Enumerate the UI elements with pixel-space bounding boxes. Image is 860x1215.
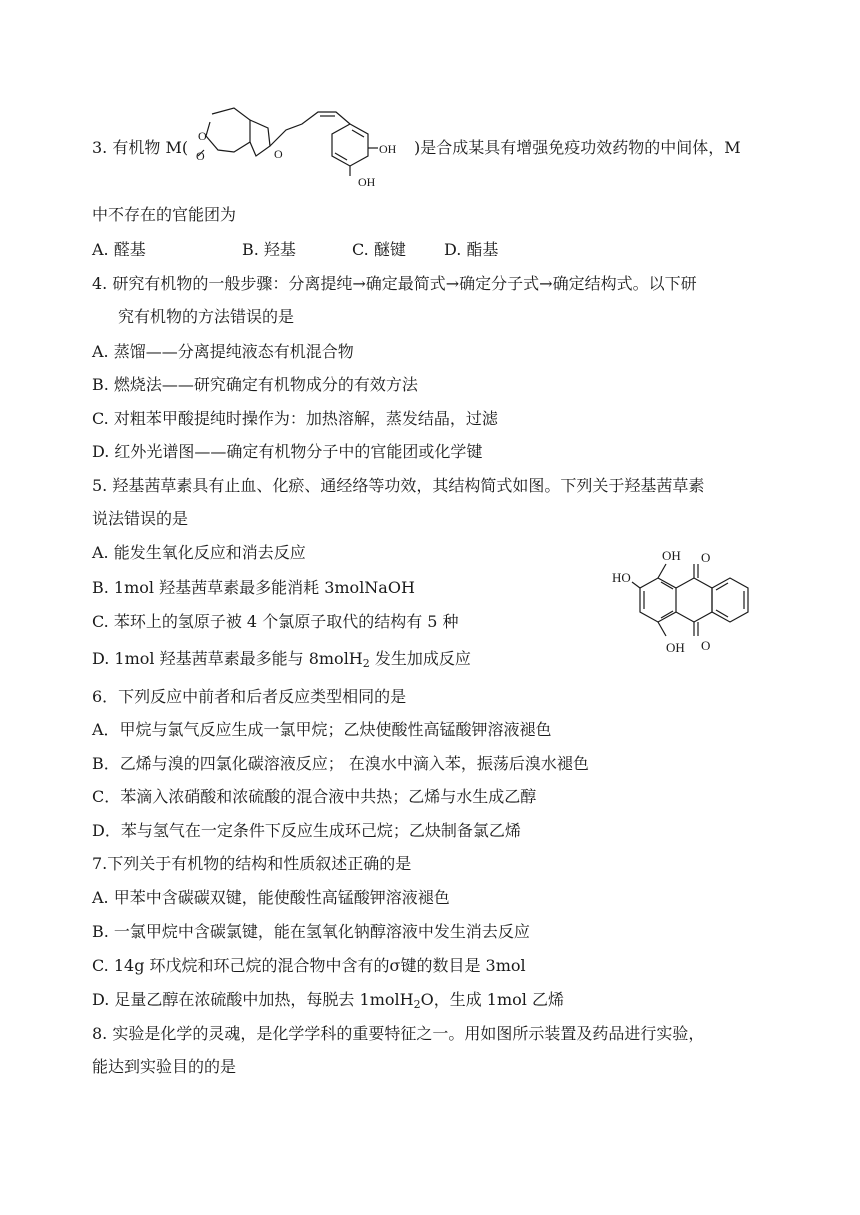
q4-option-c: C. 对粗苯甲酸提纯时操作为：加热溶解，蒸发结晶，过滤	[92, 409, 498, 428]
q6-option-c: C．苯滴入浓硝酸和浓硫酸的混合液中共热；乙烯与水生成乙醇	[92, 787, 537, 806]
q6-option-a: A．甲烷与氯气反应生成一氯甲烷；乙炔使酸性高锰酸钾溶液褪色	[92, 720, 552, 739]
q5-struct-oh-top: OH	[662, 548, 681, 563]
q6-option-b: B．乙烯与溴的四氯化碳溶液反应； 在溴水中滴入苯，振荡后溴水褪色	[92, 754, 589, 773]
q5-molecule-structure	[610, 540, 770, 662]
q3-stem-suffix: )是合成某具有增强免疫功效药物的中间体，M	[414, 138, 741, 157]
q3-option-b: B. 羟基	[242, 240, 296, 259]
q4-option-d: D. 红外光谱图——确定有机物分子中的官能团或化学键	[92, 442, 483, 461]
q4-stem-line2: 究有机物的方法错误的是	[118, 307, 295, 326]
q7-option-a: A. 甲苯中含碳碳双键，能使酸性高锰酸钾溶液褪色	[92, 888, 450, 907]
q5-struct-oh-bottom: OH	[666, 640, 685, 655]
q3-option-c: C. 醚键	[352, 240, 406, 259]
q7-stem: 7.下列关于有机物的结构和性质叙述正确的是	[92, 854, 412, 873]
q6-option-d: D．苯与氢气在一定条件下反应生成环己烷；乙炔制备氯乙烯	[92, 821, 521, 840]
q3-stem-prefix: 3. 有机物 M(	[92, 138, 189, 157]
q3-molecule-structure	[190, 100, 415, 192]
q5-struct-o-top: O	[701, 550, 711, 565]
q5-stem-line1: 5. 羟基茜草素具有止血、化瘀、通经络等功效，其结构简式如图。下列关于羟基茜草素	[92, 476, 705, 495]
q7-option-d: D. 足量乙醇在浓硫酸中加热，每脱去 1molH$_2$O，生成 1mol 乙烯	[92, 990, 564, 1011]
q5-option-d: D. 1mol 羟基茜草素最多能与 8molH$_2$ 发生加成反应	[92, 649, 471, 670]
q4-option-a: A. 蒸馏——分离提纯液态有机混合物	[92, 342, 354, 361]
q8-stem-line1: 8. 实验是化学的灵魂，是化学学科的重要特征之一。用如图所示装置及药品进行实验，	[92, 1024, 705, 1043]
q7-option-b: B. 一氯甲烷中含碳氯键，能在氢氧化钠醇溶液中发生消去反应	[92, 922, 530, 941]
q3-struct-oh1: OH	[379, 142, 397, 156]
q3-stem-line2: 中不存在的官能团为	[92, 205, 237, 224]
q3-struct-oh2: OH	[358, 175, 376, 189]
q4-stem-line1: 4. 研究有机物的一般步骤：分离提纯→确定最简式→确定分子式→确定结构式。以下研	[92, 274, 697, 293]
q3-struct-o1: O	[198, 129, 207, 143]
q5-option-c: C. 苯环上的氢原子被 4 个氯原子取代的结构有 5 种	[92, 612, 459, 631]
q6-stem: 6．下列反应中前者和后者反应类型相同的是	[92, 687, 407, 706]
q5-struct-o-bottom: O	[701, 638, 711, 653]
q7-option-c: C. 14g 环戊烷和环己烷的混合物中含有的σ键的数目是 3mol	[92, 956, 526, 975]
q5-option-b: B. 1mol 羟基茜草素最多能消耗 3molNaOH	[92, 578, 415, 597]
q3-option-a: A. 醛基	[92, 240, 146, 259]
q3-struct-o3: O	[274, 147, 283, 161]
q3-option-d: D. 酯基	[444, 240, 499, 259]
q8-stem-line2: 能达到实验目的的是	[92, 1057, 237, 1076]
q3-options	[92, 239, 792, 261]
q3-struct-o2: O	[196, 149, 205, 163]
q4-option-b: B. 燃烧法——研究确定有机物成分的有效方法	[92, 375, 418, 394]
q5-struct-ho-left: HO	[612, 570, 631, 585]
q5-option-a: A. 能发生氧化反应和消去反应	[92, 543, 306, 562]
q5-stem-line2: 说法错误的是	[92, 509, 189, 528]
